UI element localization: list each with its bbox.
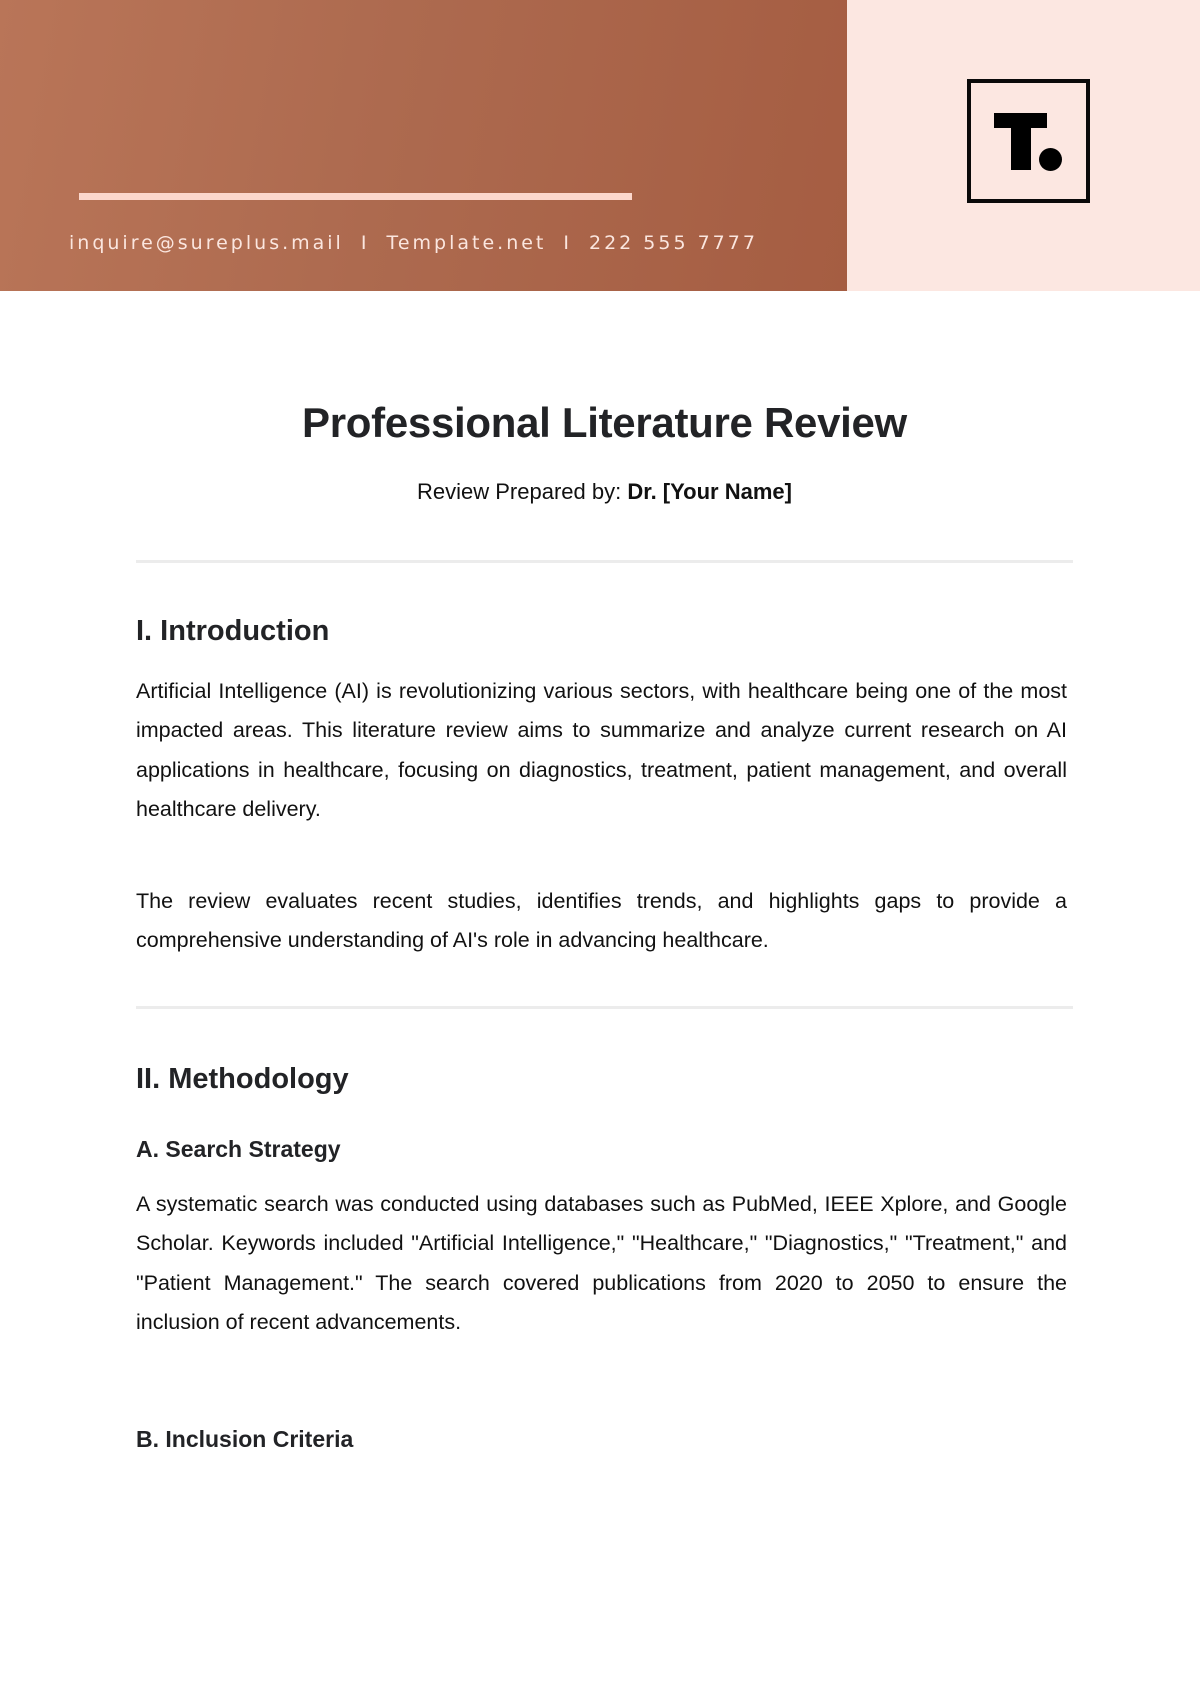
document-header bbox=[0, 0, 1200, 291]
subsection-heading-search-strategy: A. Search Strategy bbox=[136, 1136, 341, 1162]
contact-website: Template.net bbox=[386, 232, 547, 254]
contact-separator: I bbox=[563, 232, 572, 254]
header-accent-bar bbox=[79, 193, 632, 200]
intro-paragraph-2: The review evaluates recent studies, identifies trends, and highlights gaps to provide a comprehensive understanding of AI's role in advancing healthcare. bbox=[136, 889, 1067, 953]
section-heading-introduction: I. Introduction bbox=[136, 615, 330, 647]
section-heading-methodology: II. Methodology bbox=[136, 1063, 349, 1095]
document-title: Professional Literature Review bbox=[302, 399, 907, 446]
search-strategy-paragraph: A systematic search was conducted using databases such as PubMed, IEEE Xplore, and Google Scholar. Keywords included "Artificial Intelligence," "Healthcare," "Diagnostics," "Treatment," and "Patient Management." The search covered publications from 2020 to 2050 to ensure the inclusion of recent advancements. bbox=[136, 1192, 1067, 1334]
contact-separator: I bbox=[360, 232, 370, 254]
intro-paragraph-1: Artificial Intelligence (AI) is revolutionizing various sectors, with healthcare being one of the most impacted areas. This literature review aims to summarize and analyze current research on AI applications in healthcare, focusing on diagnostics, treatment, patient management, and overall healthcare delivery. bbox=[136, 679, 1067, 821]
header-brown-band bbox=[0, 0, 847, 291]
template-t-logo-icon bbox=[967, 79, 1090, 203]
section-divider bbox=[136, 560, 1073, 563]
subsection-heading-inclusion-criteria: B. Inclusion Criteria bbox=[136, 1426, 354, 1452]
contact-line bbox=[69, 228, 758, 258]
byline bbox=[136, 479, 1073, 505]
section-divider bbox=[136, 1006, 1073, 1009]
logo-t-stem bbox=[1011, 113, 1031, 170]
author-name: Dr. [Your Name] bbox=[627, 479, 792, 504]
contact-email: inquire@sureplus.mail bbox=[69, 232, 344, 254]
byline-label: Review Prepared by: bbox=[417, 479, 628, 504]
logo-dot bbox=[1039, 148, 1062, 171]
contact-phone: 222 555 7777 bbox=[588, 232, 758, 254]
